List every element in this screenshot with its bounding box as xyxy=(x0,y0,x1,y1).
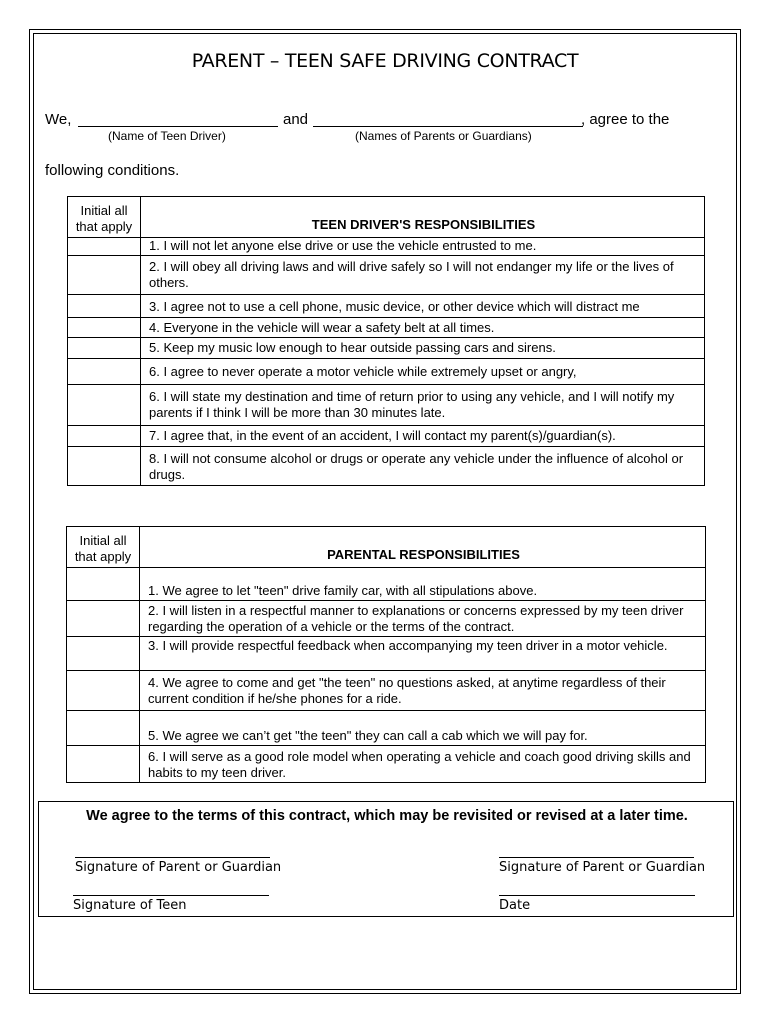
initial-box[interactable] xyxy=(67,671,140,711)
initial-box[interactable] xyxy=(68,447,141,486)
list-item: 7. I agree that, in the event of an accident, I will contact my parent(s)/guardian(s). xyxy=(141,426,705,447)
teen-responsibilities-table xyxy=(67,196,705,486)
list-item: 3. I will provide respectful feedback when accompanying my teen driver in a motor vehicle. xyxy=(140,637,706,671)
list-item: 3. I agree not to use a cell phone, music device, or other device which will distract me xyxy=(141,295,705,318)
table-row xyxy=(67,637,706,671)
table-row xyxy=(68,385,705,426)
list-item: 6. I will serve as a good role model when operating a vehicle and coach good driving skills and habits to my teen driver. xyxy=(140,746,706,783)
date-label: Date xyxy=(499,898,531,913)
table-row xyxy=(68,426,705,447)
list-item: 6. I agree to never operate a motor vehicle while extremely upset or angry, xyxy=(141,359,705,385)
teen-initial-header: Initial all that apply xyxy=(68,197,141,238)
teen-table-title: TEEN DRIVER'S RESPONSIBILITIES xyxy=(141,197,705,238)
table-row xyxy=(67,711,706,746)
table-row xyxy=(68,359,705,385)
document-title: PARENT – TEEN SAFE DRIVING CONTRACT xyxy=(191,50,579,72)
list-item: 4. We agree to come and get "the teen" no questions asked, at anytime regardless of their current condition if he/she phones for a ride. xyxy=(140,671,706,711)
parent-signature-line-left[interactable] xyxy=(75,857,270,858)
table-row xyxy=(68,447,705,486)
parent-signature-label-right: Signature of Parent or Guardian xyxy=(499,860,706,875)
initial-box[interactable] xyxy=(68,385,141,426)
initial-box[interactable] xyxy=(68,238,141,256)
initial-box[interactable] xyxy=(67,601,140,637)
table-row xyxy=(67,601,706,637)
table-row xyxy=(67,671,706,711)
teen-signature-label: Signature of Teen xyxy=(73,898,187,913)
table-row xyxy=(68,238,705,256)
parents-name-caption: (Names of Parents or Guardians) xyxy=(355,129,532,143)
initial-box[interactable] xyxy=(67,711,140,746)
list-item: 1. We agree to let "teen" drive family car, with all stipulations above. xyxy=(140,568,706,601)
intro-agree: , agree to the xyxy=(581,111,670,128)
table-row xyxy=(68,256,705,295)
table-row xyxy=(67,746,706,783)
parent-table-title: PARENTAL RESPONSIBILITIES xyxy=(140,527,706,568)
table-row xyxy=(68,338,705,359)
date-line[interactable] xyxy=(499,895,695,896)
list-item: 2. I will obey all driving laws and will drive safely so I will not endanger my life or the lives of others. xyxy=(141,256,705,295)
parent-signature-label-left: Signature of Parent or Guardian xyxy=(75,860,282,875)
initial-box[interactable] xyxy=(68,295,141,318)
agreement-statement: We agree to the terms of this contract, which may be revisited or revised at a later time. xyxy=(86,808,688,824)
parents-name-field[interactable] xyxy=(313,126,583,127)
list-item: 5. Keep my music low enough to hear outside passing cars and sirens. xyxy=(141,338,705,359)
teen-name-caption: (Name of Teen Driver) xyxy=(108,129,226,143)
initial-box[interactable] xyxy=(67,637,140,671)
parental-responsibilities-table xyxy=(66,526,706,783)
initial-box[interactable] xyxy=(68,359,141,385)
intro-following: following conditions. xyxy=(45,162,180,179)
list-item: 6. I will state my destination and time of return prior to using any vehicle, and I will notify my parents if I think I will be more than 30 minutes late. xyxy=(141,385,705,426)
list-item: 4. Everyone in the vehicle will wear a safety belt at all times. xyxy=(141,318,705,338)
initial-box[interactable] xyxy=(68,318,141,338)
table-row xyxy=(68,318,705,338)
parent-signature-line-right[interactable] xyxy=(499,857,694,858)
list-item: 5. We agree we can’t get "the teen" they can call a cab which we will pay for. xyxy=(140,711,706,746)
initial-box[interactable] xyxy=(68,256,141,295)
table-row xyxy=(68,295,705,318)
teen-signature-line[interactable] xyxy=(73,895,269,896)
parent-initial-header: Initial all that apply xyxy=(67,527,140,568)
list-item: 2. I will listen in a respectful manner to explanations or concerns expressed by my teen driver regarding the operation of a vehicle or the terms of the contract. xyxy=(140,601,706,637)
table-row xyxy=(67,568,706,601)
initial-box[interactable] xyxy=(67,746,140,783)
agreement-box xyxy=(38,801,734,917)
list-item: 8. I will not consume alcohol or drugs or operate any vehicle under the influence of alcohol or drugs. xyxy=(141,447,705,486)
initial-box[interactable] xyxy=(67,568,140,601)
initial-box[interactable] xyxy=(68,426,141,447)
teen-name-field[interactable] xyxy=(78,126,278,127)
list-item: 1. I will not let anyone else drive or use the vehicle entrusted to me. xyxy=(141,238,705,256)
intro-and: and xyxy=(283,111,309,128)
initial-box[interactable] xyxy=(68,338,141,359)
intro-we: We, xyxy=(45,111,72,128)
